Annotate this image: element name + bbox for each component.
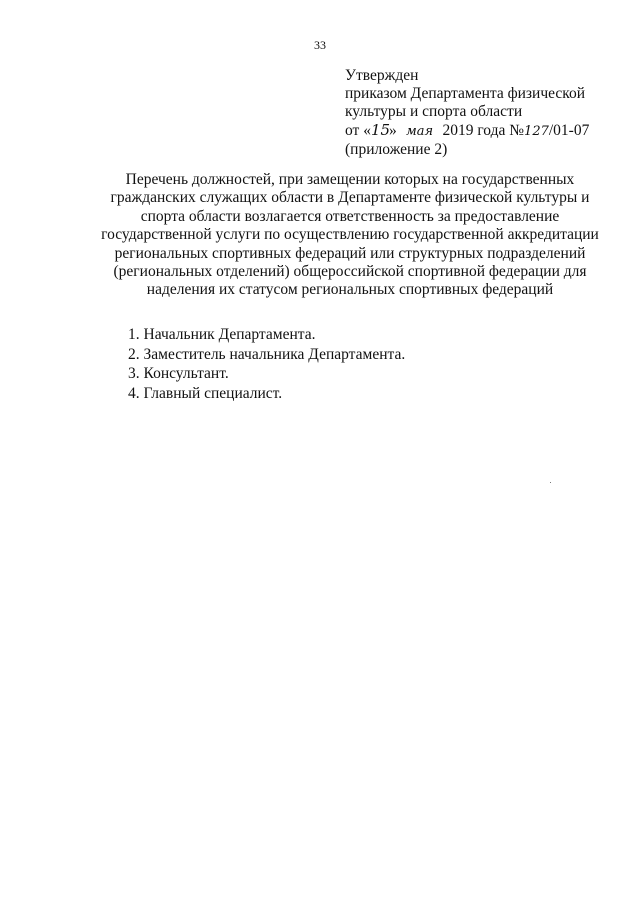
list-item: 2. Заместитель начальника Департамента.: [128, 345, 406, 363]
title-line: государственной услуги по осуществлению государственной аккредитации: [101, 226, 599, 244]
handwritten-month: мая: [406, 124, 434, 139]
scan-speck: [550, 482, 551, 483]
handwritten-day: 15: [370, 121, 391, 139]
date-prefix: от «: [345, 122, 371, 139]
title-line: наделения их статусом региональных спортивных федераций: [146, 281, 554, 299]
order-number-suffix: /01-07: [548, 122, 590, 139]
approval-date-line: [345, 121, 625, 141]
date-mid: »: [388, 122, 397, 139]
appendix-label: (приложение 2): [345, 141, 448, 158]
approval-block: [345, 67, 625, 159]
list-item: 4. Главный специалист.: [128, 384, 283, 402]
title-line: спорта области возлагается ответственность за предоставление: [140, 207, 560, 225]
approval-heading: Утвержден: [345, 67, 419, 84]
approval-department-line: культуры и спорта области: [345, 103, 523, 120]
list-item: 1. Начальник Департамента.: [128, 326, 316, 343]
date-year: 2019 года №: [442, 122, 525, 139]
list-item: 3. Консультант.: [128, 365, 229, 382]
handwritten-order-number: 127: [524, 124, 549, 139]
document-title: [90, 171, 610, 300]
title-line: Перечень должностей, при замещении которых на государственных: [125, 171, 575, 188]
page-number: 33: [314, 38, 326, 52]
title-line: региональных спортивных федераций или структурных подразделений: [114, 244, 586, 262]
title-line: гражданских служащих области в Департаменте физической культуры и: [110, 189, 590, 207]
title-line: (региональных отделений) общероссийской спортивной федерации для: [113, 263, 587, 281]
positions-list: [128, 325, 528, 403]
approval-order-line: приказом Департамента физической: [345, 85, 586, 102]
